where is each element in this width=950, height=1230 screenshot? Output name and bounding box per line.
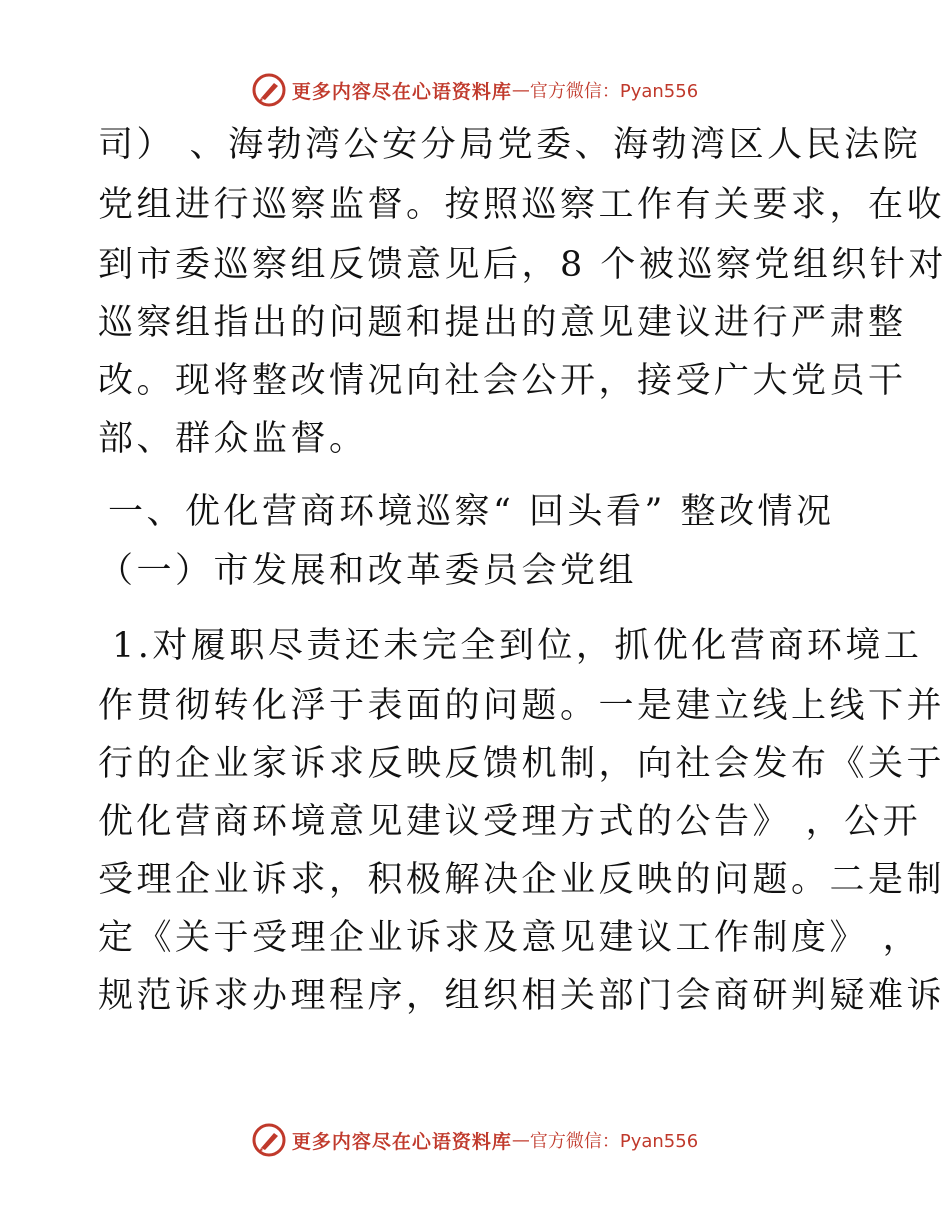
section-heading: 一、优化营商环境巡察“ 回头看” 整改情况 (108, 492, 835, 532)
watermark-separator: — (511, 79, 530, 101)
pen-logo-icon (252, 1123, 286, 1157)
body-line-9: 1.对履职尽责还未完全到位，抓优化营商环境工 (112, 626, 923, 666)
watermark-banner-bottom (0, 1120, 950, 1160)
body-line-3: 到市委巡察组反馈意见后，8 个被巡察党组织针对 (98, 245, 947, 285)
body-line-2: 党组进行巡察监督。按照巡察工作有关要求，在收 (98, 185, 946, 225)
watermark-main-text: 更多内容尽在心语资料库 (291, 80, 512, 103)
body-line-5: 改。现将整改情况向社会公开，接受广大党员干 (98, 361, 907, 401)
body-line-4: 巡察组指出的问题和提出的意见建议进行严肃整 (98, 303, 907, 343)
watermark-contact: 官方微信：Pyan556 (529, 81, 699, 102)
body-line-6: 部、群众监督。 (98, 419, 368, 459)
watermark-contact: 官方微信：Pyan556 (529, 1131, 699, 1152)
pen-logo-icon (252, 73, 286, 107)
body-line-13: 受理企业诉求，积极解决企业反映的问题。二是制 (98, 860, 946, 900)
body-line-15: 规范诉求办理程序，组织相关部门会商研判疑难诉 (98, 976, 946, 1016)
watermark-main-text: 更多内容尽在心语资料库 (291, 1130, 512, 1153)
watermark-banner-top (0, 70, 950, 110)
body-line-10: 作贯彻转化浮于表面的问题。一是建立线上线下并 (98, 686, 946, 726)
body-line-1: 司） 、海勃湾公安分局党委、海勃湾区人民法院 (98, 125, 922, 165)
body-line-12: 优化营商环境意见建议受理方式的公告》 ，公开 (98, 802, 922, 842)
subsection-heading: （一）市发展和改革委员会党组 (98, 551, 638, 591)
body-line-11: 行的企业家诉求反映反馈机制，向社会发布《关于 (98, 744, 946, 784)
body-line-14: 定《关于受理企业诉求及意见建议工作制度》 ， (98, 918, 922, 958)
watermark-separator: — (511, 1129, 530, 1151)
